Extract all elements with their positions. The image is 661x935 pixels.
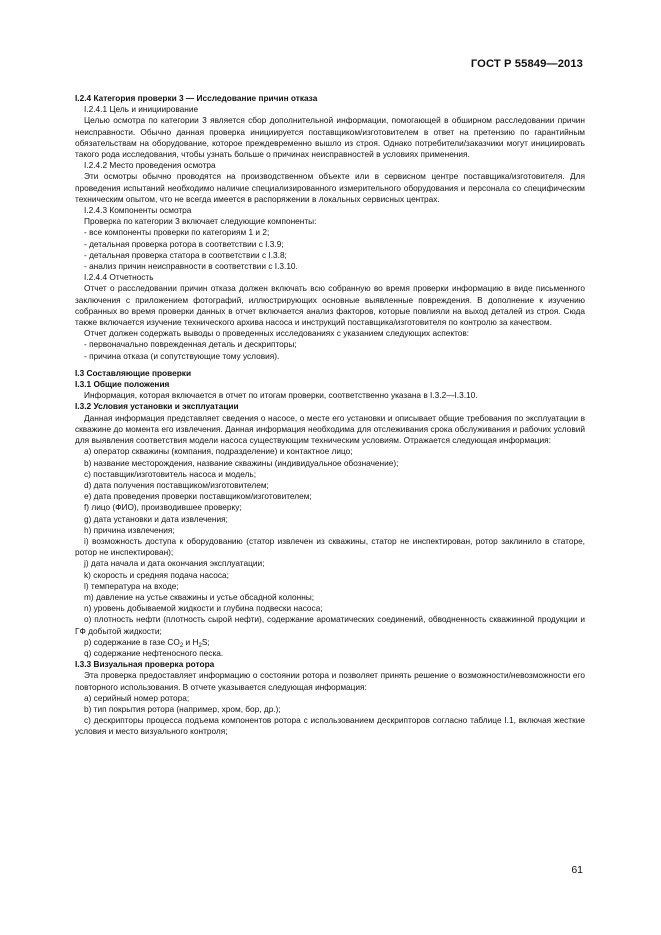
document-body: [75, 93, 585, 738]
list-item: - причина отказа (и сопутствующие тому условия).: [84, 350, 280, 361]
section-heading: I.3 Составляющие проверки: [75, 367, 192, 378]
list-item: - детальная проверка статора в соответствии с I.3.8;: [84, 249, 287, 260]
section-heading: I.3.1 Общие положения: [75, 379, 170, 390]
paragraph: Данная информация представляет сведения о насосе, о месте его установки и описывает общие требования по эксплуатации в скважине до момента его извлечения. Данная информация необходима для отслеживания срока обслуживания и рабочих условий для выявления соответствия модели насоса существующим техническим условиям. Отражается следующая информация:: [75, 412, 585, 446]
section-heading: I.3.2 Условия установки и эксплуатации: [75, 401, 239, 412]
list-item-text: и H: [183, 636, 199, 647]
subsection-heading: I.2.4.2 Место проведения осмотра: [84, 160, 216, 171]
list-item: e) дата проведения проверки поставщиком/изготовителем;: [84, 491, 312, 502]
paragraph: Проверка по категории 3 включает следующие компоненты:: [84, 216, 317, 227]
paragraph: Эти осмотры обычно проводятся на производственном объекте или в сервисном центре поставщика/изготовителя. Для проведения испытаний необходимо наличие специализированного измерительного оборудования и персонала со специфическим техническим опытом, что не всегда имеется в распоряжении в локальных сервисных центрах.: [75, 171, 585, 204]
list-item: - анализ причин неисправности в соответствии с I.3.10.: [84, 261, 298, 272]
list-item: k) скорость и средняя подача насоса;: [84, 569, 229, 580]
subsection-heading: I.2.4.1 Цель и инициирование: [84, 104, 199, 115]
list-item: o) плотность нефти (плотность сырой нефти), содержание ароматических соединений, обводненность скважинной продукции и ГФ добытой жидкости;: [75, 614, 585, 636]
list-item: d) дата получения поставщиком/изготовителем;: [84, 479, 269, 490]
document-header: ГОСТ Р 55849—2013: [470, 58, 583, 70]
list-item: c) поставщик/изготовитель насоса и модель;: [84, 468, 257, 479]
list-item: f) лицо (ФИО), производившее проверку;: [84, 502, 242, 513]
list-item: - все компоненты проверки по категориям 1 и 2;: [84, 227, 270, 238]
paragraph: Эта проверка предоставляет информацию о состоянии ротора и позволяет принять решение о возможности/невозможности его повторного использования. В отчете указывается следующая информация:: [75, 670, 585, 692]
list-item-text: S;: [201, 636, 210, 647]
list-item: h) причина извлечения;: [84, 524, 175, 535]
list-item: a) оператор скважины (компания, подразделение) и контактное лицо;: [84, 446, 353, 457]
list-item: g) дата установки и дата извлечения;: [84, 513, 228, 524]
paragraph: Информация, которая включается в отчет по итогам проверки, соответственно указана в I.3.2—I.3.10.: [84, 390, 478, 401]
paragraph: Отчет должен содержать выводы о проведенных исследованиях с указанием следующих аспектов:: [84, 328, 470, 339]
subscript: 2: [179, 642, 184, 649]
list-item: m) давление на устье скважины и устье обсадной колонны;: [84, 591, 315, 602]
paragraph: Отчет о расследовании причин отказа должен включать всю собранную во время проверки информацию в виде письменного заключения с приложением фотографий, иллюстрирующих основные выявленные повреждения. В дополнение к изучению собранных во время проверки данных в отчет включается анализ факторов, которые повлияли на выход деталей из строя. Сюда также включается изучение технического архива насоса и инструкций поставщика/изготовителя по контролю за качеством.: [75, 283, 585, 328]
paragraph: Целью осмотра по категории 3 является сбор дополнительной информации, помогающей в обширном расследовании причин неисправности. Обычно данная проверка инициируется поставщиком/изготовителем в ответ на претензию по гарантийным обязательствам на оборудование, которое преждевременно вышло из строя. Однако потребители/заказчики могут инициировать такого рода исследования, чтобы узнать больше о причинах неисправностей в условиях применения.: [75, 115, 585, 160]
list-item: [75, 637, 585, 648]
list-item: - детальная проверка ротора в соответствии с I.3.9;: [84, 238, 284, 249]
list-item: a) серийный номер ротора;: [84, 692, 190, 703]
subsection-heading: I.2.4.4 Отчетность: [84, 272, 154, 283]
list-item: b) тип покрытия ротора (например, хром, бор, др.);: [84, 703, 281, 714]
list-item: q) содержание нефтеносного песка.: [84, 647, 224, 658]
section-heading: I.3.3 Визуальная проверка ротора: [75, 659, 215, 670]
list-item-text: p) содержание в газе CO: [84, 636, 180, 647]
list-item: c) дескрипторы процесса подъема компонентов ротора с использованием дескрипторов согласно таблице I.1, включая жесткие условия и место визуального контроля;: [75, 715, 585, 737]
page-number: 61: [571, 864, 583, 876]
subscript: 2: [198, 642, 202, 649]
list-item: - первоначально поврежденная деталь и дескрипторы;: [84, 339, 297, 350]
list-item: i) возможность доступа к оборудованию (статор извлечен из скважины, статор не инспектирован, ротор заклинило в статоре, ротор не инспектирован);: [75, 535, 585, 558]
list-item: j) дата начала и дата окончания эксплуатации;: [84, 558, 265, 569]
subsection-heading: I.2.4.3 Компоненты осмотра: [84, 205, 192, 216]
list-item: n) уровень добываемой жидкости и глубина подвески насоса;: [84, 603, 323, 614]
section-heading: I.2.4 Категория проверки 3 — Исследование причин отказа: [75, 93, 318, 103]
list-item: l) температура на входе;: [84, 580, 179, 591]
list-item: b) название месторождения, название скважины (индивидуальное обозначение);: [84, 457, 399, 468]
